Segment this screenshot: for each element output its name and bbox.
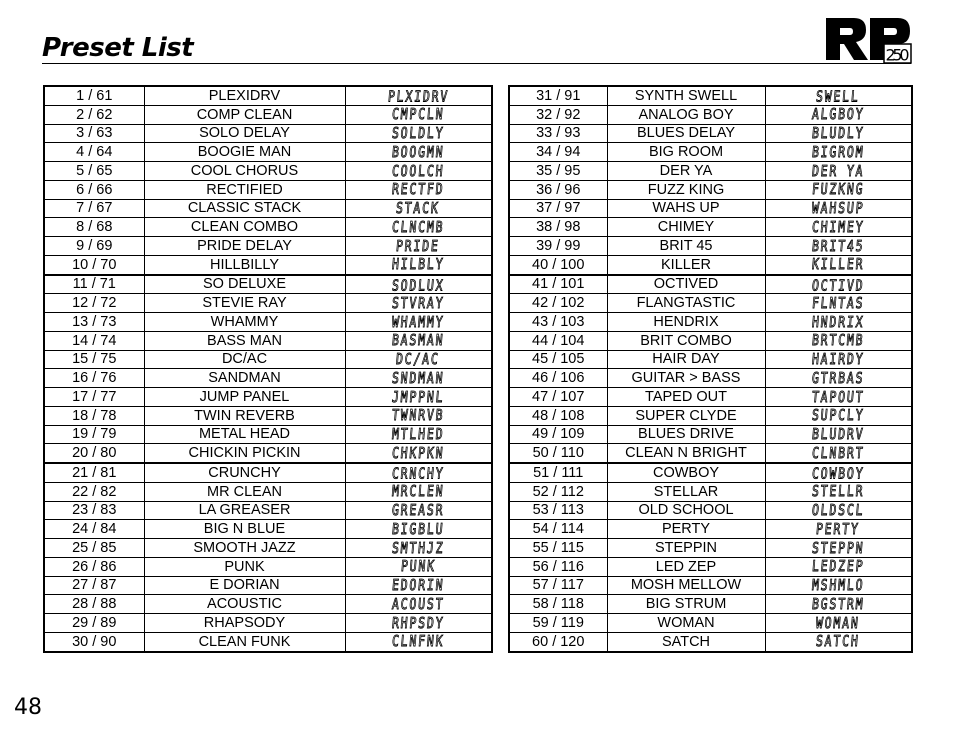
preset-number: 4 / 64: [44, 143, 144, 162]
preset-name: CRUNCHY: [144, 463, 345, 482]
preset-number: 10 / 70: [44, 255, 144, 274]
preset-number: 43 / 103: [509, 313, 607, 332]
lcd-text: SODLUX: [391, 275, 446, 294]
preset-number: 29 / 89: [44, 614, 144, 633]
preset-number: 45 / 105: [509, 350, 607, 369]
preset-name: COMP CLEAN: [144, 105, 345, 124]
preset-row: [44, 632, 492, 651]
lcd-text: TAPOUT: [811, 387, 866, 406]
lcd-text: BIGBLU: [391, 520, 446, 539]
lcd-text: KILLER: [811, 255, 866, 274]
logo-r-shape: [826, 18, 868, 60]
lcd-text: COWBOY: [811, 463, 866, 483]
preset-number: 13 / 73: [44, 313, 144, 332]
preset-name: STELLAR: [607, 482, 765, 501]
preset-name: CLEAN COMBO: [144, 218, 345, 237]
lcd-text: MSHMLO: [811, 576, 866, 595]
preset-name: RECTIFIED: [144, 180, 345, 199]
preset-number: 2 / 62: [44, 105, 144, 124]
preset-number: 8 / 68: [44, 218, 144, 237]
preset-number: 40 / 100: [509, 255, 607, 274]
lcd-text: BIGROM: [811, 143, 866, 162]
preset-number: 23 / 83: [44, 501, 144, 520]
preset-number: 28 / 88: [44, 595, 144, 614]
lcd-text: PLXIDRV: [386, 86, 450, 106]
preset-number: 56 / 116: [509, 557, 607, 576]
preset-name: FLANGTASTIC: [607, 294, 765, 313]
lcd-text: BLUDLY: [811, 124, 866, 143]
preset-number: 47 / 107: [509, 388, 607, 407]
preset-name: BIG ROOM: [607, 143, 765, 162]
preset-name: COWBOY: [607, 463, 765, 482]
lcd-text: ALGBOY: [811, 105, 866, 124]
preset-name: BIG STRUM: [607, 595, 765, 614]
lcd-text: CLNFNK: [391, 632, 446, 651]
lcd-text: WAHSUP: [811, 199, 866, 218]
preset-name: CLEAN FUNK: [144, 632, 345, 651]
lcd-text: RECTFD: [391, 180, 446, 199]
preset-name: GUITAR > BASS: [607, 369, 765, 388]
preset-number: 57 / 117: [509, 576, 607, 595]
preset-number: 48 / 108: [509, 406, 607, 425]
lcd-text: EDORIN: [391, 576, 446, 595]
lcd-text: PUNK: [400, 557, 437, 576]
lcd-text: STACK: [395, 199, 441, 218]
preset-name: ANALOG BOY: [607, 105, 765, 124]
lcd-text: SUPCLY: [811, 406, 866, 425]
preset-number: 18 / 78: [44, 406, 144, 425]
lcd-text: CLNBRT: [811, 443, 866, 463]
lcd-text: SOLDLY: [391, 124, 446, 143]
preset-number: 3 / 63: [44, 124, 144, 143]
preset-name: SANDMAN: [144, 369, 345, 388]
preset-number: 12 / 72: [44, 294, 144, 313]
preset-name: SYNTH SWELL: [607, 86, 765, 105]
lcd-text: DER YA: [811, 161, 866, 180]
preset-name: SOLO DELAY: [144, 124, 345, 143]
preset-number: 38 / 98: [509, 218, 607, 237]
lcd-text: FLNTAS: [811, 294, 866, 313]
preset-name: BASS MAN: [144, 331, 345, 350]
lcd-text: DC/AC: [395, 350, 441, 369]
preset-name: DC/AC: [144, 350, 345, 369]
preset-name: SUPER CLYDE: [607, 406, 765, 425]
preset-number: 55 / 115: [509, 539, 607, 558]
preset-name: TAPED OUT: [607, 388, 765, 407]
preset-name: BIG N BLUE: [144, 520, 345, 539]
preset-number: 31 / 91: [509, 86, 607, 105]
lcd-text: PRIDE: [395, 236, 441, 255]
preset-name: CHIMEY: [607, 218, 765, 237]
preset-number: 22 / 82: [44, 482, 144, 501]
preset-number: 25 / 85: [44, 539, 144, 558]
preset-number: 7 / 67: [44, 199, 144, 218]
preset-name: SMOOTH JAZZ: [144, 539, 345, 558]
lcd-text: RHPSDY: [391, 613, 446, 632]
preset-name: PRIDE DELAY: [144, 237, 345, 256]
lcd-text: LEDZEP: [811, 557, 866, 576]
preset-number: 9 / 69: [44, 237, 144, 256]
preset-display-name: [765, 629, 912, 654]
preset-number: 16 / 76: [44, 369, 144, 388]
preset-name: FUZZ KING: [607, 180, 765, 199]
lcd-text: BLUDRV: [811, 425, 866, 444]
lcd-text: MTLHED: [391, 425, 446, 444]
page-title: Preset List: [42, 33, 194, 63]
lcd-text: JMPPNL: [391, 387, 446, 406]
preset-number: 41 / 101: [509, 275, 607, 294]
preset-number: 59 / 119: [509, 614, 607, 633]
lcd-text: GTRBAS: [811, 369, 866, 388]
preset-name: DER YA: [607, 162, 765, 181]
lcd-text: BRTCMB: [811, 331, 866, 350]
preset-number: 30 / 90: [44, 632, 144, 651]
lcd-text: BASMAN: [391, 331, 446, 350]
preset-name: MR CLEAN: [144, 482, 345, 501]
preset-name: OLD SCHOOL: [607, 501, 765, 520]
preset-number: 17 / 77: [44, 388, 144, 407]
preset-name: JUMP PANEL: [144, 388, 345, 407]
lcd-text: CMPCLN: [391, 105, 446, 124]
preset-name: BLUES DELAY: [607, 124, 765, 143]
lcd-text: CLNCMB: [391, 218, 446, 237]
rp250-logo: [824, 14, 912, 64]
preset-table-right: [508, 85, 913, 653]
preset-number: 20 / 80: [44, 444, 144, 463]
preset-name: BLUES DRIVE: [607, 425, 765, 444]
preset-number: 42 / 102: [509, 294, 607, 313]
preset-name: METAL HEAD: [144, 425, 345, 444]
preset-name: E DORIAN: [144, 576, 345, 595]
preset-name: TWIN REVERB: [144, 406, 345, 425]
lcd-text: PERTY: [815, 520, 861, 539]
lcd-text: HNDRIX: [811, 312, 866, 331]
preset-number: 35 / 95: [509, 162, 607, 181]
lcd-text: STELLR: [811, 482, 866, 501]
preset-number: 27 / 87: [44, 576, 144, 595]
preset-name: CLASSIC STACK: [144, 199, 345, 218]
lcd-text: MRCLEN: [391, 482, 446, 501]
preset-number: 44 / 104: [509, 331, 607, 350]
preset-name: OCTIVED: [607, 275, 765, 294]
page-number: 48: [14, 695, 42, 720]
preset-number: 53 / 113: [509, 501, 607, 520]
preset-name: BRIT 45: [607, 237, 765, 256]
lcd-text: CHIMEY: [811, 218, 866, 237]
lcd-text: STVRAY: [391, 294, 446, 313]
preset-number: 26 / 86: [44, 557, 144, 576]
logo-model: 250: [885, 45, 910, 64]
lcd-text: WOMAN: [815, 613, 861, 632]
preset-number: 51 / 111: [509, 463, 607, 482]
title-rule: [42, 63, 911, 64]
lcd-text: SATCH: [815, 632, 861, 651]
lcd-text: BRIT45: [811, 236, 866, 255]
preset-number: 19 / 79: [44, 425, 144, 444]
preset-number: 54 / 114: [509, 520, 607, 539]
preset-number: 21 / 81: [44, 463, 144, 482]
preset-number: 11 / 71: [44, 275, 144, 294]
preset-number: 36 / 96: [509, 180, 607, 199]
preset-name: PLEXIDRV: [144, 86, 345, 105]
preset-name: SATCH: [607, 632, 765, 651]
preset-name: PUNK: [144, 557, 345, 576]
preset-name: STEVIE RAY: [144, 294, 345, 313]
preset-number: 32 / 92: [509, 105, 607, 124]
preset-name: COOL CHORUS: [144, 162, 345, 181]
lcd-text: STEPPN: [811, 538, 866, 557]
preset-name: BRIT COMBO: [607, 331, 765, 350]
preset-name: HAIR DAY: [607, 350, 765, 369]
lcd-text: SWELL: [815, 86, 861, 106]
preset-name: CHICKIN PICKIN: [144, 444, 345, 463]
preset-number: 33 / 93: [509, 124, 607, 143]
preset-name: BOOGIE MAN: [144, 143, 345, 162]
preset-number: 5 / 65: [44, 162, 144, 181]
lcd-text: WHAMMY: [391, 312, 446, 331]
preset-name: CLEAN N BRIGHT: [607, 444, 765, 463]
preset-name: PERTY: [607, 520, 765, 539]
preset-number: 49 / 109: [509, 425, 607, 444]
preset-number: 58 / 118: [509, 595, 607, 614]
preset-display-name: [345, 629, 492, 654]
preset-name: MOSH MELLOW: [607, 576, 765, 595]
preset-name: LA GREASER: [144, 501, 345, 520]
lcd-text: OCTIVD: [811, 275, 866, 294]
preset-number: 50 / 110: [509, 444, 607, 463]
lcd-text: HAIRDY: [811, 350, 866, 369]
lcd-text: ACOUST: [391, 595, 446, 614]
preset-name: WHAMMY: [144, 313, 345, 332]
lcd-text: GREASR: [391, 501, 446, 520]
preset-name: KILLER: [607, 255, 765, 274]
lcd-text: SMTHJZ: [391, 538, 446, 557]
preset-name: RHAPSODY: [144, 614, 345, 633]
preset-number: 6 / 66: [44, 180, 144, 199]
preset-name: WAHS UP: [607, 199, 765, 218]
preset-number: 24 / 84: [44, 520, 144, 539]
preset-name: WOMAN: [607, 614, 765, 633]
lcd-text: TWNRVB: [391, 406, 446, 425]
lcd-text: HILBLY: [391, 255, 446, 274]
preset-name: HENDRIX: [607, 313, 765, 332]
lcd-text: CRNCHY: [391, 463, 446, 483]
lcd-text: CHKPKN: [391, 443, 446, 463]
preset-name: ACOUSTIC: [144, 595, 345, 614]
lcd-text: BGSTRM: [811, 595, 866, 614]
preset-name: STEPPIN: [607, 539, 765, 558]
preset-table-left: [43, 85, 493, 653]
preset-number: 34 / 94: [509, 143, 607, 162]
preset-number: 60 / 120: [509, 632, 607, 651]
preset-row: [509, 632, 912, 651]
preset-number: 39 / 99: [509, 237, 607, 256]
lcd-text: BOOGMN: [391, 143, 446, 162]
preset-name: SO DELUXE: [144, 275, 345, 294]
preset-number: 46 / 106: [509, 369, 607, 388]
lcd-text: FUZKNG: [811, 180, 866, 199]
preset-name: HILLBILLY: [144, 255, 345, 274]
preset-name: LED ZEP: [607, 557, 765, 576]
preset-number: 14 / 74: [44, 331, 144, 350]
lcd-text: OLDSCL: [811, 501, 866, 520]
lcd-text: COOLCH: [391, 161, 446, 180]
column-divider: [491, 85, 508, 650]
preset-number: 52 / 112: [509, 482, 607, 501]
preset-number: 37 / 97: [509, 199, 607, 218]
preset-number: 1 / 61: [44, 86, 144, 105]
lcd-text: SNDMAN: [391, 369, 446, 388]
preset-number: 15 / 75: [44, 350, 144, 369]
